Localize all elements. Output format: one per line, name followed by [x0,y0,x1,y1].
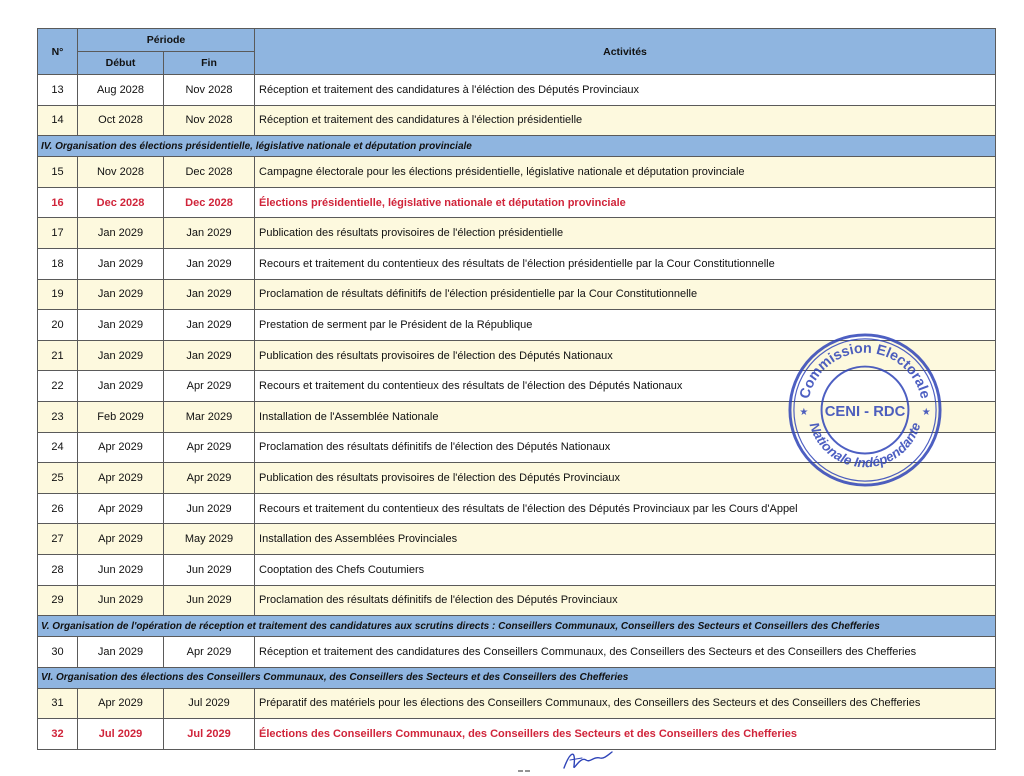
row-end: Jun 2029 [164,493,255,524]
section-title: VI. Organisation des élections des Conseillers Communaux, des Conseillers des Secteurs et des Conseillers des Chefferies [38,667,996,688]
col-header-debut: Début [78,52,164,75]
row-number: 26 [38,493,78,524]
svg-text:Commission Electorale [797,341,933,401]
table-row [38,105,996,136]
section-title: IV. Organisation des élections présidentielle, législative nationale et députation provinciale [38,136,996,157]
row-activity: Élections présidentielle, législative nationale et députation provinciale [255,187,996,218]
row-start: Jan 2029 [78,310,164,341]
row-activity: Publication des résultats provisoires de l'élection des Députés Nationaux [255,340,996,371]
row-end: Jun 2029 [164,554,255,585]
row-number: 22 [38,371,78,402]
section-title: V. Organisation de l'opération de réception et traitement des candidatures aux scrutins directs : Conseillers Communaux, Conseillers des Secteurs et Conseillers des Chefferies [38,616,996,637]
row-activity: Publication des résultats provisoires de l'élection des Députés Provinciaux [255,463,996,494]
row-end: Jan 2029 [164,340,255,371]
row-number: 27 [38,524,78,555]
row-start: Oct 2028 [78,105,164,136]
row-start: Apr 2029 [78,688,164,719]
row-activity: Réception et traitement des candidatures des Conseillers Communaux, des Conseillers des Secteurs et des Conseillers des Chefferies [255,637,996,668]
row-activity: Recours et traitement du contentieux des résultats de l'élection des Députés Nationaux [255,371,996,402]
row-end: Nov 2028 [164,75,255,106]
row-number: 21 [38,340,78,371]
stamp-star-right: ★ [921,406,931,418]
row-number: 18 [38,248,78,279]
row-start: Nov 2028 [78,157,164,188]
row-end: Jan 2029 [164,310,255,341]
table-row [38,688,996,719]
table-row [38,554,996,585]
row-activity: Publication des résultats provisoires de l'élection présidentielle [255,218,996,249]
row-activity: Proclamation de résultats définitifs de l'élection présidentielle par la Cour Constitutionnelle [255,279,996,310]
row-activity: Proclamation des résultats définitifs de l'élection des Députés Provinciaux [255,585,996,616]
table-row [38,218,996,249]
row-activity: Recours et traitement du contentieux des résultats de l'élection présidentielle par la Cour Constitutionnelle [255,248,996,279]
row-end: Dec 2028 [164,157,255,188]
row-start: Apr 2029 [78,432,164,463]
col-header-periode: Période [78,29,255,52]
row-end: Jun 2029 [164,585,255,616]
row-start: Jan 2029 [78,218,164,249]
col-header-fin: Fin [164,52,255,75]
row-start: Jun 2029 [78,585,164,616]
row-end: Jan 2029 [164,218,255,249]
stamp-center-text: CENI - RDC [824,403,906,420]
section-header-row [38,616,996,637]
row-start: Jan 2029 [78,637,164,668]
row-end: Jul 2029 [164,688,255,719]
row-end: Nov 2028 [164,105,255,136]
table-row [38,248,996,279]
col-header-activites: Activités [255,29,996,75]
row-end: Apr 2029 [164,463,255,494]
row-start: Feb 2029 [78,401,164,432]
row-activity: Proclamation des résultats définitifs de l'élection des Députés Nationaux [255,432,996,463]
row-number: 28 [38,554,78,585]
row-number: 30 [38,637,78,668]
row-start: Jan 2029 [78,340,164,371]
section-header-row [38,667,996,688]
row-activity: Réception et traitement des candidatures à l'élection présidentielle [255,105,996,136]
row-number: 24 [38,432,78,463]
stamp-top-text: Commission Electorale [796,340,934,401]
table-row-highlighted [38,187,996,218]
row-number: 17 [38,218,78,249]
table-row [38,75,996,106]
table-row [38,524,996,555]
section-header-row [38,136,996,157]
row-activity: Recours et traitement du contentieux des résultats de l'élection des Députés Provinciaux par les Cours d'Appel [255,493,996,524]
row-activity: Installation de l'Assemblée Nationale [255,401,996,432]
table-row [38,279,996,310]
row-number: 25 [38,463,78,494]
row-number: 29 [38,585,78,616]
row-start: Jul 2029 [78,719,164,750]
table-row [38,493,996,524]
row-end: Dec 2028 [164,187,255,218]
row-start: Apr 2029 [78,463,164,494]
row-end: May 2029 [164,524,255,555]
row-number: 16 [38,187,78,218]
row-number: 14 [38,105,78,136]
row-number: 19 [38,279,78,310]
row-activity: Campagne électorale pour les élections présidentielle, législative nationale et députation provinciale [255,157,996,188]
stamp-star-left: ★ [799,406,809,418]
page-number-mark [517,769,531,773]
row-number: 23 [38,401,78,432]
row-activity: Cooptation des Chefs Coutumiers [255,554,996,585]
row-end: Jul 2029 [164,719,255,750]
table-row-highlighted [38,719,996,750]
row-start: Jun 2029 [78,554,164,585]
ceni-seal-stamp [786,331,944,489]
row-number: 32 [38,719,78,750]
row-activity: Prestation de serment par le Président de la République [255,310,996,341]
row-number: 31 [38,688,78,719]
row-start: Apr 2029 [78,524,164,555]
row-number: 20 [38,310,78,341]
row-start: Jan 2029 [78,371,164,402]
row-start: Aug 2028 [78,75,164,106]
row-end: Apr 2029 [164,637,255,668]
row-start: Apr 2029 [78,493,164,524]
row-activity: Installation des Assemblées Provinciales [255,524,996,555]
stamp-bottom-text: Nationale Indépendante [806,420,924,471]
row-end: Mar 2029 [164,401,255,432]
row-activity: Élections des Conseillers Communaux, des Conseillers des Secteurs et des Conseillers des Chefferies [255,719,996,750]
row-number: 13 [38,75,78,106]
row-end: Jan 2029 [164,248,255,279]
signature-mark [560,746,614,774]
col-header-num: N° [38,29,78,75]
svg-text:Nationale Indépendante [807,420,924,470]
header-row [38,29,996,52]
table-row [38,585,996,616]
row-end: Apr 2029 [164,371,255,402]
row-activity: Préparatif des matériels pour les élections des Conseillers Communaux, des Conseillers des Secteurs et des Conseillers des Chefferies [255,688,996,719]
row-end: Jan 2029 [164,279,255,310]
row-end: Apr 2029 [164,432,255,463]
row-start: Dec 2028 [78,187,164,218]
row-start: Jan 2029 [78,279,164,310]
row-start: Jan 2029 [78,248,164,279]
row-activity: Réception et traitement des candidatures à l'éléction des Députés Provinciaux [255,75,996,106]
row-number: 15 [38,157,78,188]
table-row [38,637,996,668]
table-row [38,157,996,188]
